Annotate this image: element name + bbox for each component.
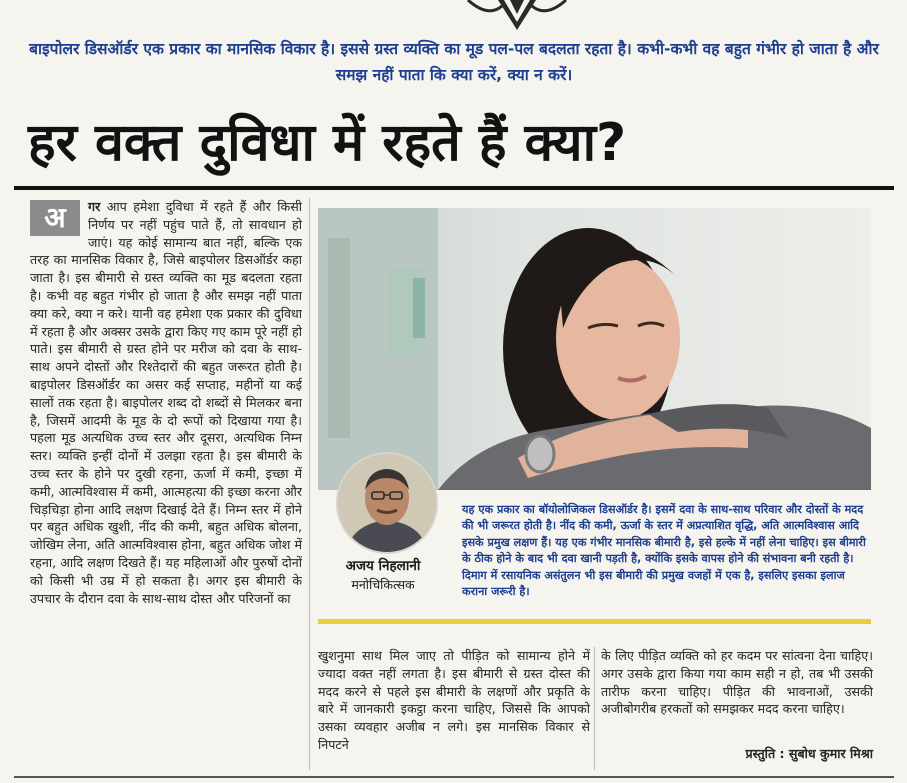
article-credit: प्रस्तुति : सुबोध कुमार मिश्रा	[745, 746, 873, 761]
article-intro: बाइपोलर डिसऑर्डर एक प्रकार का मानसिक विकार है। इससे ग्रस्त व्यक्ति का मूड पल-पल बदलता रहता है। कभी-कभी वह बहुत गंभीर हो जाता है और समझ नहीं पाता कि क्या करें, क्या न करें।	[29, 40, 879, 84]
column-divider	[594, 647, 595, 770]
lead-word: गर	[88, 199, 101, 214]
expert-quote: यह एक प्रकार का बॉयोलोजिकल डिसऑर्डर है। इसमें दवा के साथ-साथ परिवार और दोस्तों के मदद की भी जरूरत होती है। नींद की कमी, ऊर्जा के स्तर में अप्रत्याशित वृद्धि, अति आत्मविश्वास आदि इसके प्रमुख लक्षण हैं। यह एक गंभीर मानसिक बीमारी है, इसे हल्के में नहीं लेना चाहिए। इस बीमारी के ठीक होने के बाद भी दवा खानी पड़ती है, क्योंकि इसके वापस होने की संभावना बनी रहती है। दिमाग में रसायनिक असंतुलन भी इस बीमारी की प्रमुख वजहों में एक है, इसलिए इसका इलाज कराना जरूरी है।	[462, 503, 866, 599]
expert-role: मनोचिकित्सक	[351, 577, 415, 592]
article-headline: हर वक्त दुविधा में रहते हैं क्या?	[28, 113, 627, 173]
quote-divider	[318, 619, 871, 624]
headline-divider	[14, 186, 894, 190]
masthead-emblem-icon	[458, 0, 576, 32]
expert-name: अजय निहलानी	[345, 558, 421, 574]
article-column-1	[30, 198, 302, 770]
bottom-divider	[14, 776, 894, 778]
article-photo-woman	[318, 208, 871, 490]
column-1-text: आप हमेशा दुविधा में रहते हैं और किसी निर्णय पर नहीं पहुंच पाते हैं, तो सावधान हो जाएं। यह कोई सामान्य बात नहीं, बल्कि एक तरह का मानसिक विकार है, जिसे बाइपोलर डिसऑर्डर कहा जाता है। इस बीमारी से ग्रस्त व्यक्ति का मूड बदलता रहता है। कभी वह बहुत गंभीर हो जाता है और समझ नहीं पाता क्या करे, क्या न करे। यानी वह हमेशा एक प्रकार की दुविधा में रहता है और अक्सर उसके द्वारा किए गए काम पूरे नहीं हो पाते। इस बीमारी से ग्रस्त होने पर मरीज को दवा के साथ-साथ अपने दोस्तों और रिश्तेदारों की बहुत जरूरत होती है। बाइपोलर डिसऑर्डर का असर कई सप्ताह, महीनों या कई सालों तक रहता है। बाइपोलर शब्द दो शब्दों से मिलकर बना है, जिसमें आदमी के मूड के दो रूपों को दिखाया गया है। पहला मूड अत्यधिक उच्च स्तर और दूसरा, अत्यधिक निम्न स्तर। व्यक्ति इन्हीं दोनों में उलझा रहता है। इस बीमारी के उच्च स्तर के होने पर दुखी रहना, ऊर्जा में कमी, इच्छा में कमी, आत्मविश्वास में कमी, आत्महत्या की इच्छा करना और चिड़चिड़ा होना आदि लक्षण दिखाई देते हैं। निम्न स्तर में होने पर बहुत अधिक खुशी, नींद की कमी, बहुत अधिक बोलना, जोखिम लेना, अति आत्मविश्वास होना, बहुत अधिक जोश में रहना, आदि लक्षण दिखते हैं। यह महिलाओं और पुरुषों दोनों को किसी भी उम्र में हो सकता है। अगर इस बीमारी के उपचार के दौरान दवा के साथ-साथ दोस्त और परिजनों का	[30, 199, 302, 606]
article-column-2: खुशनुमा साथ मिल जाए तो पीड़ित को सामान्य होने में ज्यादा वक्त नहीं लगता है। इस बीमारी से ग्रस्त दोस्त की मदद करने से पहले इस बीमारी के लक्षणों और प्रकृति के बारे में जानकारी इकट्ठा करना चाहिए, जिससे कि आपको उसका व्यवहार अजीब न लगे। इस मानसिक विकार से निपटने	[318, 648, 590, 752]
article-column-3: के लिए पीड़ित व्यक्ति को हर कदम पर सांत्वना देना चाहिए। अगर उसके द्वारा किया गया काम सही न हो, तब भी उसकी तारीफ करना चाहिए। पीड़ित की भावनाओं, उसकी अजीबोगरीब हरकतों को समझकर मदद करना चाहिए।	[601, 648, 873, 717]
drop-cap: अ	[30, 200, 80, 236]
column-divider	[309, 198, 310, 770]
expert-photo	[336, 452, 438, 554]
